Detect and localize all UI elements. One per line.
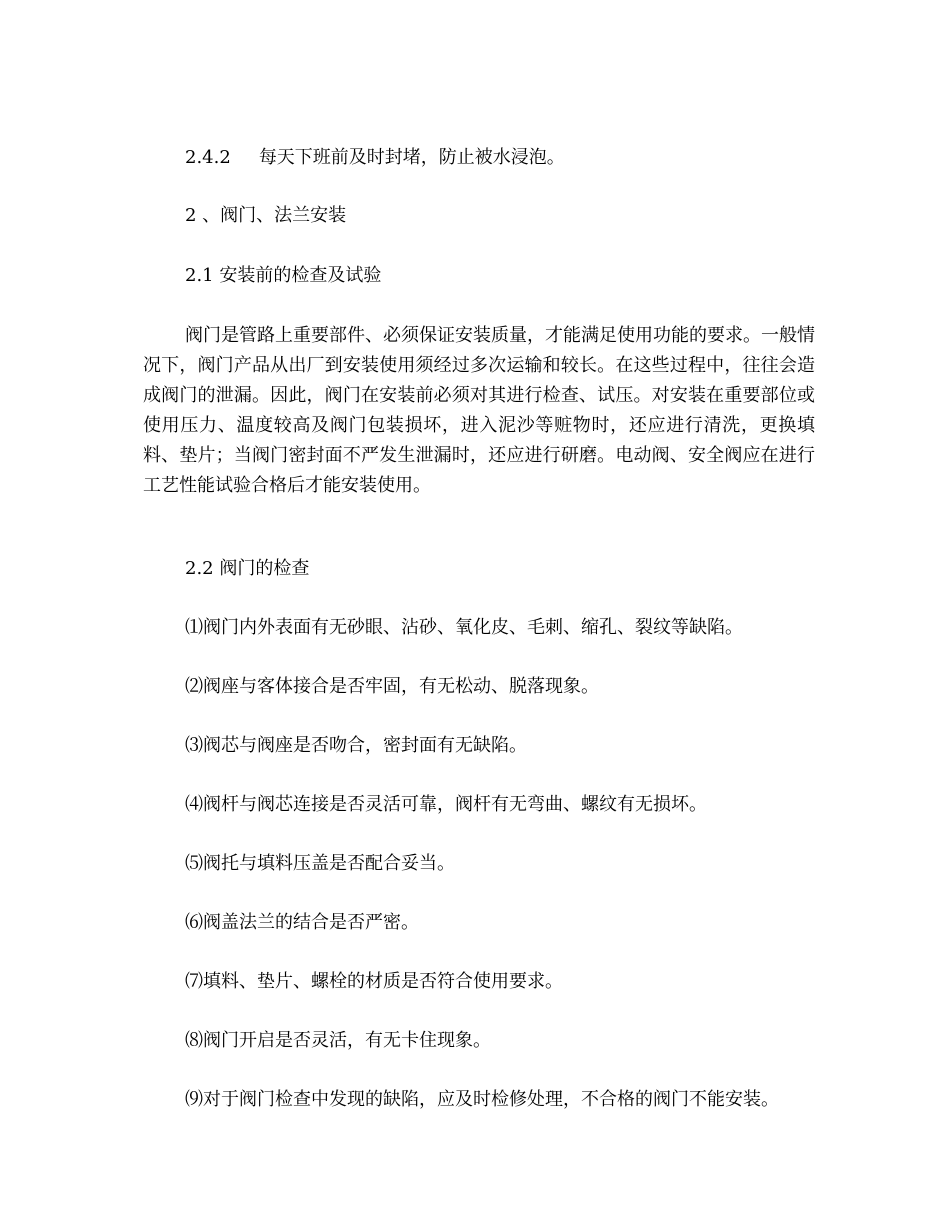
checklist-item-8: ⑻阀门开启是否灵活，有无卡住现象。 (185, 1030, 491, 1051)
checklist-item-9: ⑼对于阀门检查中发现的缺陷，应及时检修处理，不合格的阀门不能安装。 (185, 1089, 779, 1110)
section-2-4-2-line (185, 146, 565, 170)
section-2-heading: 2 、阀门、法兰安装 (185, 205, 347, 226)
checklist-item-2: ⑵阀座与客体接合是否牢固，有无松动、脱落现象。 (185, 676, 599, 697)
section-2-1-heading: 2.1 安装前的检查及试验 (185, 265, 382, 286)
section-2-2-heading: 2.2 阀门的检查 (185, 558, 310, 579)
checklist-item-5: ⑸阀托与填料压盖是否配合妥当。 (185, 853, 455, 874)
checklist-item-7: ⑺填料、垫片、螺栓的材质是否符合使用要求。 (185, 971, 563, 992)
checklist-item-4: ⑷阀杆与阀芯连接是否灵活可靠，阀杆有无弯曲、螺纹有无损坏。 (185, 794, 707, 815)
checklist-item-3: ⑶阀芯与阀座是否吻合，密封面有无缺陷。 (185, 735, 527, 756)
checklist-item-6: ⑹阀盖法兰的结合是否严密。 (185, 912, 419, 933)
section-text: 每天下班前及时封堵，防止被水浸泡。 (258, 147, 565, 168)
section-number: 2.4.2 (185, 147, 231, 168)
checklist-item-1: ⑴阀门内外表面有无砂眼、沾砂、氧化皮、毛刺、缩孔、裂纹等缺陷。 (185, 617, 743, 638)
section-2-1-paragraph: 阀门是管路上重要部件、必须保证安装质量，才能满足使用功能的要求。一般情况下，阀门产品从出厂到安装使用须经过多次运输和较长。在这些过程中，往往会造成阀门的泄漏。因此，阀门在安装前必须对其进行检查、试压。对安装在重要部位或使用压力、温度较高及阀门包装损坏，进入泥沙等赃物时，还应进行清洗，更换填料、垫片；当阀门密封面不严发生泄漏时，还应进行研磨。电动阀、安全阀应在进行工艺性能试验合格后才能安装使用。 (143, 325, 815, 496)
